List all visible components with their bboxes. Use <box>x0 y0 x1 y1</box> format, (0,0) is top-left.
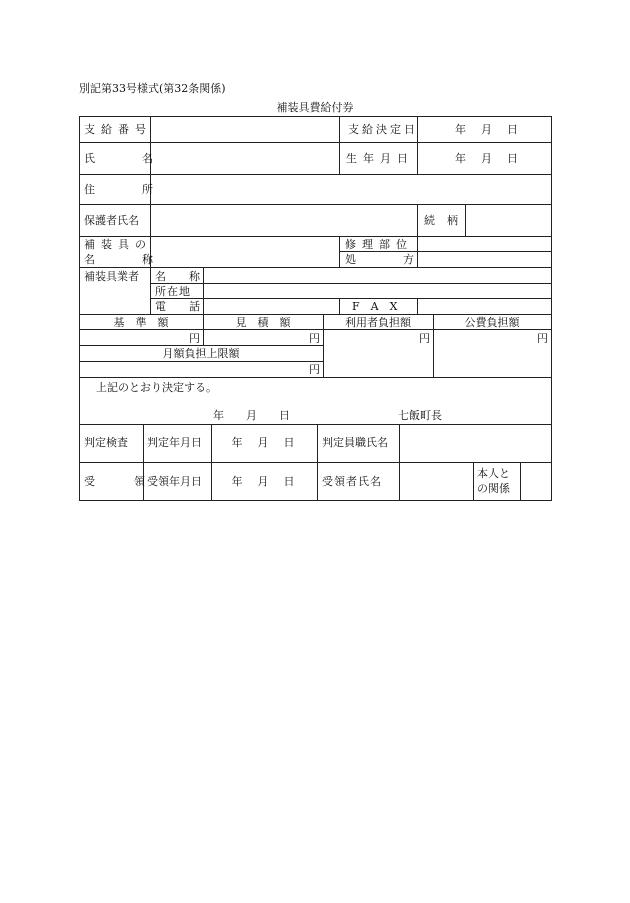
label-jusho: 住 所 <box>84 183 171 196</box>
label-riyosha-futan: 利用者負担額 <box>345 316 411 329</box>
label-hantei-nengappi: 判定年月日 <box>147 436 202 449</box>
label-shikyu-kettei-bi: 支給決定日 <box>348 123 418 136</box>
label-hantei-kensa: 判定検査 <box>84 436 128 449</box>
table-border <box>79 424 551 425</box>
table-border <box>150 116 151 314</box>
table-border <box>79 500 551 501</box>
label-zokugara: 続柄 <box>424 214 470 227</box>
label-shoho: 処 方 <box>345 253 432 266</box>
mitsumori-gaku-yen: 円 <box>309 332 320 345</box>
label-juryo: 受 領 <box>84 475 159 488</box>
riyosha-futan-yen: 円 <box>419 332 430 345</box>
label-hosogu-no: 補装具の <box>84 238 152 251</box>
label-seinengappi: 生年月日 <box>346 152 414 165</box>
table-border <box>317 424 318 500</box>
table-border <box>150 283 551 284</box>
table-border <box>417 298 418 314</box>
table-border <box>79 377 551 378</box>
birth-date-field[interactable]: 年 月 日 <box>455 152 520 165</box>
table-border <box>339 236 340 267</box>
label-denwa: 電 話 <box>155 300 206 313</box>
label-honnin-to: 本人と <box>477 467 510 480</box>
label-hanteiin-shokushimei: 判定員職氏名 <box>322 436 388 449</box>
kettei-date[interactable]: 年 月 日 <box>213 409 290 422</box>
table-border <box>79 116 80 501</box>
hantei-date-field[interactable]: 年 月 日 <box>231 436 297 449</box>
label-getsugaku-jogen: 月額負担上限額 <box>162 347 240 360</box>
table-border <box>79 462 551 463</box>
juryo-date-field[interactable]: 年 月 日 <box>231 475 297 488</box>
table-border <box>79 329 551 330</box>
label-mitsumori-gaku: 見 積 額 <box>235 316 291 329</box>
label-shuri-bui: 修理部位 <box>345 238 413 251</box>
label-hosogu-gyosha: 補装具業者 <box>84 270 139 283</box>
form-reference: 別記第33号様式(第32条関係) <box>79 82 226 95</box>
label-kohi-futan: 公費負担額 <box>464 316 520 329</box>
shikyu-kettei-date-field[interactable]: 年 月 日 <box>455 123 520 136</box>
document-title: 補装具費給付券 <box>276 101 354 114</box>
label-fax: F A X <box>352 300 398 313</box>
table-border <box>79 361 323 362</box>
table-border <box>79 314 551 315</box>
table-border <box>520 462 521 500</box>
label-gyosha-meisho: 名 称 <box>155 270 206 283</box>
table-border <box>551 116 552 501</box>
table-border <box>417 204 418 236</box>
choucho-label: 七飯町長 <box>398 409 442 422</box>
kettei-note: 上記のとおり決定する。 <box>96 381 217 394</box>
label-shikyu-bango: 支給番号 <box>84 123 152 136</box>
label-meisho: 名 称 <box>84 253 171 266</box>
label-juryo-nengappi: 受領年月日 <box>147 475 202 488</box>
table-border <box>143 424 144 500</box>
label-juryosha-shimei: 受領者氏名 <box>322 475 382 488</box>
label-hogosha-shimei: 保護者氏名 <box>84 214 139 227</box>
table-border <box>150 298 551 299</box>
label-shozaichi: 所在地 <box>155 285 191 298</box>
table-border <box>339 251 551 252</box>
table-border <box>473 462 474 500</box>
label-kijun-gaku: 基 準 額 <box>113 316 169 329</box>
label-shimei: 氏 名 <box>84 152 171 165</box>
kijun-gaku-yen: 円 <box>189 332 200 345</box>
table-border <box>399 424 400 500</box>
kohi-futan-yen: 円 <box>537 332 548 345</box>
table-border <box>79 345 323 346</box>
getsugaku-jogen-yen: 円 <box>309 363 320 376</box>
label-no-kankei: の関係 <box>477 482 510 495</box>
table-border <box>339 298 340 314</box>
table-border <box>339 116 340 174</box>
